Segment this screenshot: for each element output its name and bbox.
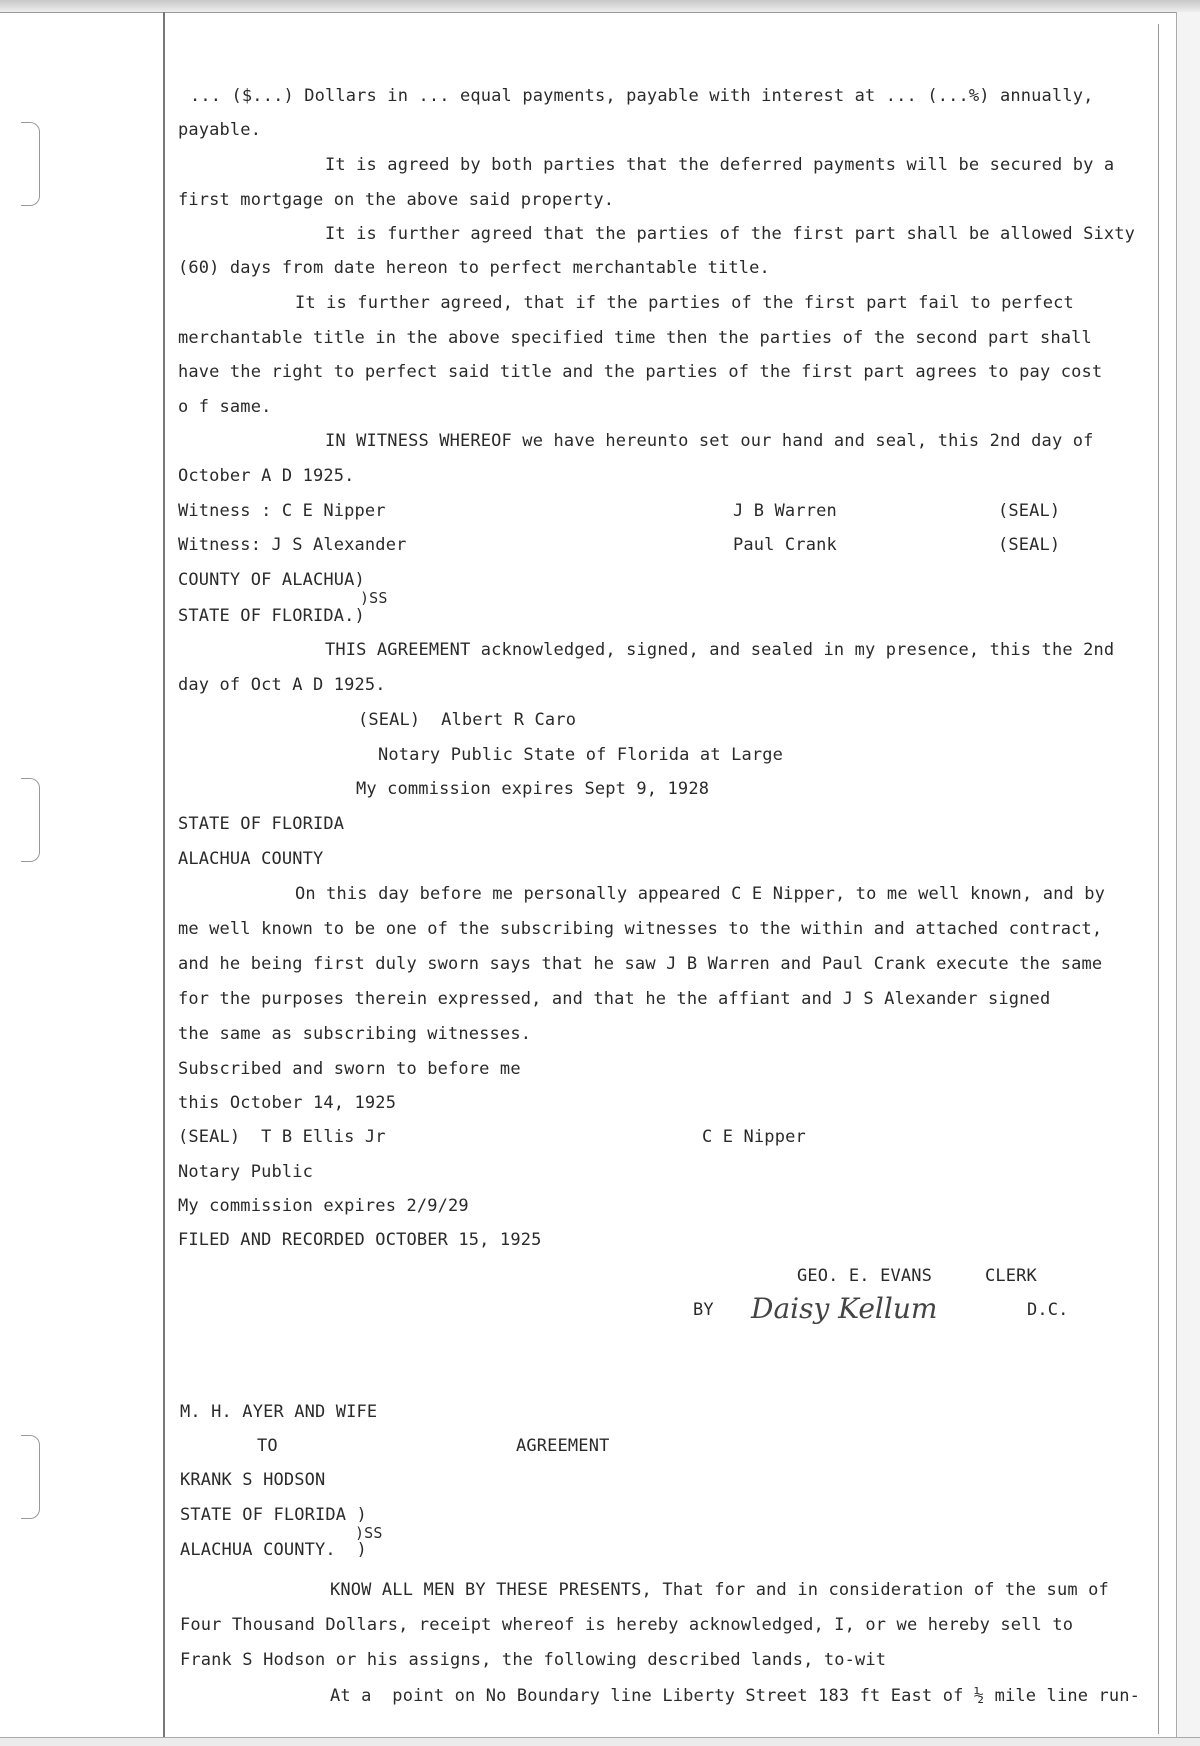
filed-recorded: FILED AND RECORDED OCTOBER 15, 1925 <box>178 1230 542 1250</box>
text-line: On this day before me personally appeared C E Nipper, to me well known, and by <box>295 884 1106 904</box>
text-line: the same as subscribing witnesses. <box>178 1024 532 1044</box>
text-line: for the purposes therein expressed, and that he the affiant and J S Alexander signed <box>178 989 1051 1009</box>
clerk-title: CLERK <box>985 1266 1037 1286</box>
text-line: It is further agreed that the parties of the first part shall be allowed Sixty <box>325 224 1136 244</box>
by-label: BY <box>693 1300 714 1320</box>
text-line: this October 14, 1925 <box>178 1093 397 1113</box>
binder-hole-middle <box>21 778 40 862</box>
venue-county: ALACHUA COUNTY. ) <box>180 1540 367 1560</box>
venue-ss: )SS <box>360 589 388 607</box>
deputy-clerk-signature <box>745 1288 975 1330</box>
text-line: Frank S Hodson or his assigns, the following described lands, to-wit <box>180 1650 887 1670</box>
instrument-type: AGREEMENT <box>516 1436 610 1456</box>
venue-ss: )SS <box>355 1524 383 1542</box>
text-line: IN WITNESS WHEREOF we have hereunto set our hand and seal, this 2nd day of <box>325 431 1094 451</box>
text-line: (60) days from date hereon to perfect merchantable title. <box>178 258 770 278</box>
binder-hole-top <box>21 122 40 206</box>
venue-state: STATE OF FLORIDA ) <box>180 1505 367 1525</box>
text-line: Subscribed and sworn to before me <box>178 1059 521 1079</box>
text-line: It is further agreed, that if the parties of the first part fail to perfect <box>295 293 1074 313</box>
clerk-name: GEO. E. EVANS <box>797 1266 933 1286</box>
binder-hole-bottom <box>21 1435 40 1519</box>
venue-state: STATE OF FLORIDA.) <box>178 606 365 626</box>
left-margin-rule <box>163 12 165 1737</box>
notary-commission: My commission expires 2/9/29 <box>178 1196 469 1216</box>
signer-name: J B Warren <box>733 501 837 521</box>
text-line: payable. <box>178 120 262 140</box>
right-margin-rule <box>1158 24 1159 1734</box>
venue-state: STATE OF FLORIDA <box>178 814 345 834</box>
text-line: THIS AGREEMENT acknowledged, signed, and sealed in my presence, this the 2nd <box>325 640 1115 660</box>
text-line: first mortgage on the above said property. <box>178 190 615 210</box>
notary-title: Notary Public State of Florida at Large <box>378 745 784 765</box>
text-line: merchantable title in the above specified time then the parties of the second part shall <box>178 328 1092 348</box>
signature-text: Daisy Kellum <box>751 1292 938 1325</box>
grantee-name: KRANK S HODSON <box>180 1470 326 1490</box>
text-line: and he being first duly sworn says that he saw J B Warren and Paul Crank execute the same <box>178 954 1103 974</box>
text-line: Four Thousand Dollars, receipt whereof is hereby acknowledged, I, or we hereby sell to <box>180 1615 1074 1635</box>
text-line: It is agreed by both parties that the deferred payments will be secured by a <box>325 155 1115 175</box>
page-right-edge <box>1176 12 1200 1745</box>
venue-county: COUNTY OF ALACHUA) <box>178 570 365 590</box>
text-line: KNOW ALL MEN BY THESE PRESENTS, That for and in consideration of the sum of <box>330 1580 1109 1600</box>
text-line: me well known to be one of the subscribing witnesses to the within and attached contract, <box>178 919 1103 939</box>
notary-commission: My commission expires Sept 9, 1928 <box>356 779 710 799</box>
affiant-name: C E Nipper <box>702 1127 806 1147</box>
text-line: day of Oct A D 1925. <box>178 675 386 695</box>
grantor-name: M. H. AYER AND WIFE <box>180 1402 378 1422</box>
text-line: At a point on No Boundary line Liberty Street 183 ft East of ½ mile line run- <box>330 1686 1141 1706</box>
notary-title: Notary Public <box>178 1162 314 1182</box>
deputy-clerk-title: D.C. <box>1027 1300 1069 1320</box>
witness-line: Witness: J S Alexander <box>178 535 407 555</box>
to-label: TO <box>257 1436 278 1456</box>
witness-line: Witness : C E Nipper <box>178 501 386 521</box>
venue-county: ALACHUA COUNTY <box>178 849 324 869</box>
text-line: October A D 1925. <box>178 466 355 486</box>
notary-name: (SEAL) T B Ellis Jr <box>178 1127 386 1147</box>
text-line: o f same. <box>178 397 272 417</box>
seal-mark: (SEAL) <box>998 501 1061 521</box>
seal-mark: (SEAL) <box>998 535 1061 555</box>
signer-name: Paul Crank <box>733 535 837 555</box>
notary-name: (SEAL) Albert R Caro <box>358 710 577 730</box>
text-line: have the right to perfect said title and the parties of the first part agrees to pay cost <box>178 362 1103 382</box>
text-line: ... ($...) Dollars in ... equal payments, payable with interest at ... (...%) annually, <box>190 86 1094 106</box>
page-top-edge <box>0 0 1200 13</box>
